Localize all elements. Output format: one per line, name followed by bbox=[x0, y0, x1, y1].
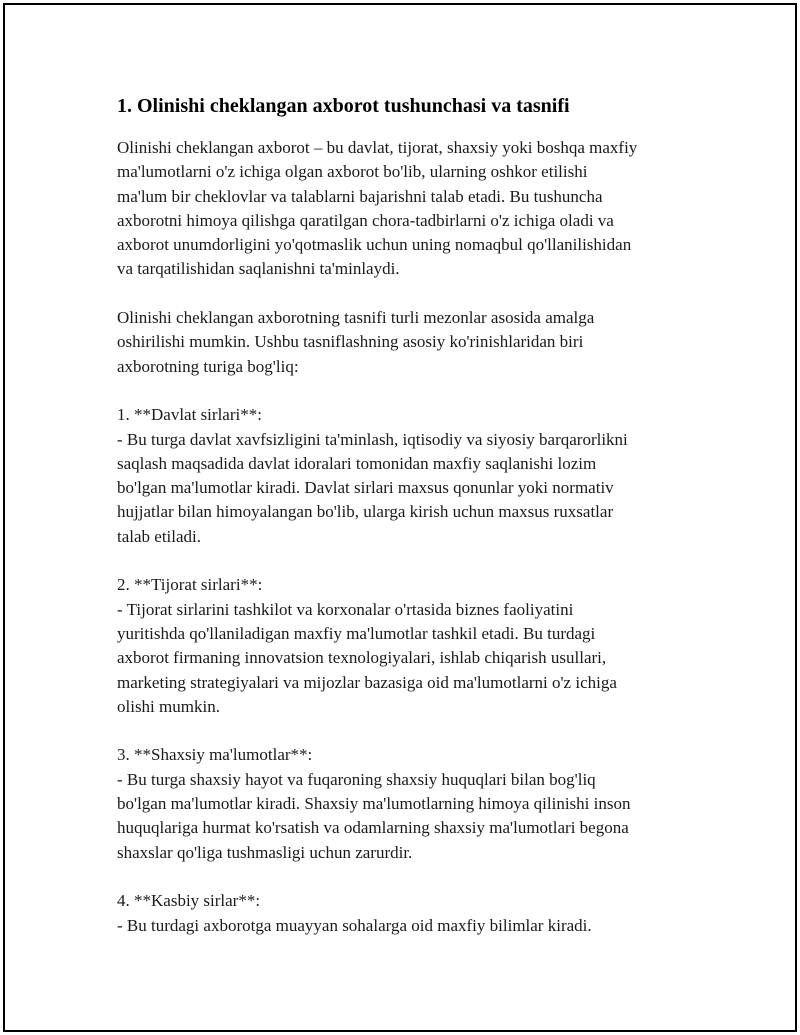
list-item-trade-secrets: 2. **Tijorat sirlari**: - Tijorat sirlarini tashkilot va korxonalar o'rtasida biznes faoliyatini yuritishda qo'llaniladigan maxfiy ma'lumotlar tashkil etadi. Bu turdagi axborot firmaning innovatsion texnologiyalari, ishlab chiqarish usullari, marketing strategiyalari va mijozlar bazasiga oid ma'lumotlarni o'z ichiga olishi mumkin. bbox=[117, 575, 617, 716]
paragraph-gap bbox=[117, 549, 697, 573]
document-body bbox=[117, 92, 697, 938]
document-title: 1. Olinishi cheklangan axborot tushunchasi va tasnifi bbox=[117, 95, 570, 117]
paragraph-definition: Olinishi cheklangan axborot – bu davlat, tijorat, shaxsiy yoki boshqa maxfiy ma'lumotlarni o'z ichiga olgan axborot bo'lib, ularning oshkor etilishi ma'lum bir cheklovlar va talablarni bajarishni talab etadi. Bu tushuncha axborotni himoya qilishga qaratilgan chora-tadbirlarni o'z ichiga oladi va axborot unumdorligini yo'qotmaslik uchun uning nomaqbul qo'llanilishidan va tarqatilishidan saqlanishni ta'minlaydi. bbox=[117, 138, 638, 279]
list-item-state-secrets: 1. **Davlat sirlari**: - Bu turga davlat xavfsizligini ta'minlash, iqtisodiy va siyosiy barqarorlikni saqlash maqsadida davlat idoralari tomonidan maxfiy saqlanishi lozim bo'lgan ma'lumotlar kiradi. Davlat sirlari maxsus qonunlar yoki normativ hujjatlar bilan himoyalangan bo'lib, ularga kirish uchun maxsus ruxsatlar talab etiladi. bbox=[117, 405, 628, 546]
list-item-professional-secrets: 4. **Kasbiy sirlar**: - Bu turdagi axborotga muayyan sohalarga oid maxfiy bilimlar kiradi. bbox=[117, 891, 592, 935]
paragraph-classification-intro: Olinishi cheklangan axborotning tasnifi turli mezonlar asosida amalga oshirilishi mumkin. Ushbu tasniflashning asosiy ko'rinishlaridan biri axborotning turiga bog'liq: bbox=[117, 308, 595, 376]
paragraph-gap bbox=[117, 379, 697, 403]
paragraph-gap bbox=[117, 282, 697, 306]
paragraph-gap bbox=[117, 865, 697, 889]
paragraph-gap bbox=[117, 719, 697, 743]
list-item-personal-data: 3. **Shaxsiy ma'lumotlar**: - Bu turga shaxsiy hayot va fuqaroning shaxsiy huquqlari bilan bog'liq bo'lgan ma'lumotlar kiradi. Shaxsiy ma'lumotlarning himoya qilinishi inson huquqlariga hurmat ko'rsatish va odamlarning shaxsiy ma'lumotlari begona shaxslar qo'liga tushmasligi uchun zarurdir. bbox=[117, 745, 631, 862]
